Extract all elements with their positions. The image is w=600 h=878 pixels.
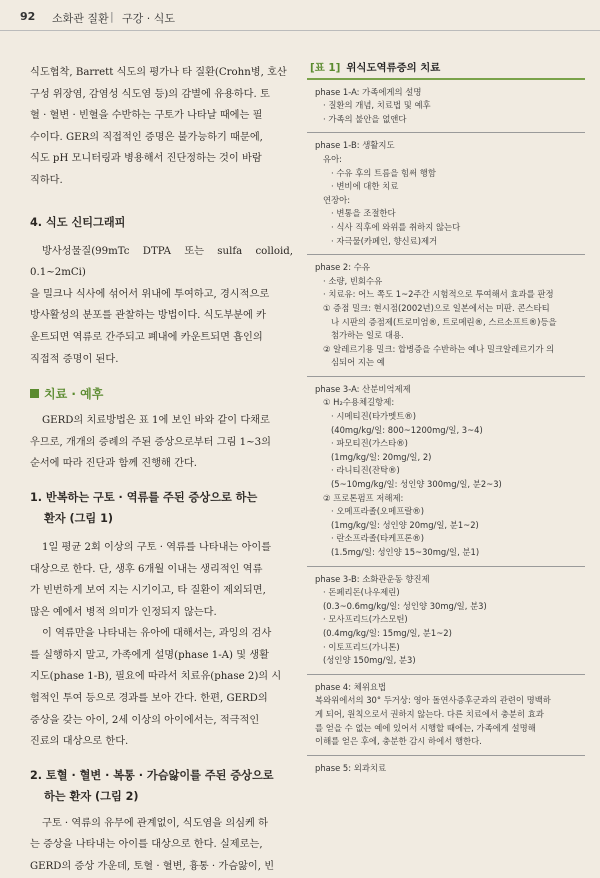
heading-scintigraphy: 4. 식도 신티그래피 — [30, 215, 126, 229]
text-line: 직접적 증명이 된다. — [30, 353, 119, 365]
chapter-title: 소화관 질환 — [52, 12, 109, 25]
text-line: 증상을 갖는 아이, 2세 이상의 아이에서는, 적극적인 — [30, 714, 260, 726]
table-item: ② 알레르기용 밀크: 합병증을 수반하는 예나 밀크알레르기가 의 — [323, 343, 555, 354]
text-line: 많은 예에서 병적 의미가 인정되지 않는다. — [30, 606, 217, 618]
table-item: 게 되어, 원칙으로서 권하지 않는다. 다른 치료에서 충분히 효과 — [315, 708, 544, 719]
vomiting-paragraph — [30, 537, 293, 753]
phase-1a — [307, 80, 585, 134]
section-heading-therapy — [30, 384, 293, 404]
text-line: 를 실행하지 말고, 가족에게 설명(phase 1-A) 및 생활 — [30, 649, 270, 661]
table-item: ① 증점 밀크: 현시점(2002년)으로 일본에서는 미판. 콘스타티 — [323, 302, 550, 313]
table-item: · 모사프리드(가스모틴) — [323, 614, 408, 625]
phase-label: phase 4: 체위요법 — [315, 681, 387, 692]
square-bullet-icon — [30, 389, 39, 398]
text-line: 는 증상을 나타내는 아이를 대상으로 한다. 실제로는, — [30, 839, 263, 851]
table-item: · 파모티진(가스타®) — [331, 438, 408, 449]
heading-hematemesis: 2. 토혈 · 혈변 · 복통 · 가슴앓이를 주된 증상으로 — [30, 768, 274, 782]
text-line: 혈 · 혈변 · 빈혈을 수반하는 구토가 나타날 때에는 필 — [30, 110, 263, 122]
text-line: 을 밀크나 식사에 섞어서 위내에 투여하고, 경시적으로 — [30, 288, 270, 300]
table-item: · 가족의 불안을 없앤다 — [323, 113, 407, 124]
intro-paragraph — [30, 62, 293, 192]
table-1 — [307, 62, 585, 780]
phase-label: phase 1-B: 생활지도 — [315, 140, 395, 151]
phase-label: phase 3-A: 산분비억제제 — [315, 383, 411, 394]
text-line: 이 역류만을 나타내는 유아에 대해서는, 과잉의 검사 — [42, 628, 272, 640]
left-column — [30, 62, 293, 878]
table-title-text: 위식도역류증의 치료 — [346, 62, 441, 74]
table-item: (40mg/kg/일: 800~1200mg/일, 3~4) — [331, 424, 483, 435]
section-heading-text: 치료 · 예후 — [44, 387, 104, 402]
table-item: · 란소프라졸(타케프론®) — [331, 533, 425, 544]
table-item: · 돈페리돈(나우제린) — [323, 587, 400, 598]
phase-label: phase 1-A: 가족에게의 설명 — [315, 86, 422, 97]
text-line: GERD의 증상 가운데, 토혈 · 혈변, 흉통 · 가슴앓이, 빈 — [30, 861, 275, 873]
table-label: [표 1] — [310, 62, 341, 74]
text-line: 방사활성의 분포를 관찰하는 방법이다. 식도부분에 카 — [30, 310, 266, 322]
phase-label: phase 3-B: 소화관운동 향진제 — [315, 573, 430, 584]
text-line: 운트되면 역류로 간주되고 폐내에 카운트되면 흡인의 — [30, 331, 263, 343]
text-line: 구성 위장염, 감염성 식도염 등)의 감별에 유용하다. 토 — [30, 88, 270, 100]
phase-3a — [307, 377, 585, 567]
table-item: · 소량, 빈회수유 — [323, 275, 383, 286]
table-item: · 치료유: 어느 쪽도 1~2주간 시험적으로 투여해서 효과를 판정 — [323, 289, 554, 300]
table-item: · 변비에 대한 치료 — [331, 181, 399, 192]
text-line: 방사성물질(99mTc DTPA 또는 sulfa colloid, 0.1~2mCi) — [30, 245, 293, 279]
text-line: 지도(phase 1-B), 필요에 따라서 치료유(phase 2)의 시 — [30, 671, 282, 683]
table-item: · 시메티진(타가멧트®) — [331, 411, 416, 422]
table-item: 복와위에서의 30° 두거상: 영아 돌연사증후군과의 관련이 명백하 — [315, 695, 551, 706]
table-item: (성인양 150mg/일, 분3) — [323, 655, 416, 666]
table-item: · 식사 직후에 와위를 취하지 않는다 — [331, 221, 461, 232]
header-rule — [0, 30, 600, 31]
text-line: 진료의 대상으로 한다. — [30, 736, 129, 748]
therapy-paragraph — [30, 410, 293, 475]
text-line: 수이다. GER의 직접적인 증명은 불가능하기 때문에, — [30, 131, 263, 143]
table-item: 이해를 얻은 후에, 충분한 감시 하에서 행한다. — [315, 736, 482, 747]
phase-3b — [307, 567, 585, 675]
heading-vomiting-cont: 환자 (그림 1) — [44, 511, 114, 525]
page-number: 92 — [20, 10, 36, 23]
table-item: 를 얻을 수 없는 예에 있어서 시행할 때에는, 가족에게 설명해 — [315, 722, 536, 733]
phase-label: phase 2: 수유 — [315, 262, 370, 273]
table-subheading: 유아: — [323, 153, 343, 164]
table-item: · 라니티진(잔탁®) — [331, 465, 400, 476]
table-item: (1mg/kg/일: 20mg/일, 2) — [331, 451, 432, 462]
phase-1b — [307, 133, 585, 255]
heading-hematemesis-cont: 하는 환자 (그림 2) — [44, 789, 139, 803]
text-line: 식도 pH 모니터링과 병용해서 진단정하는 것이 바람 — [30, 153, 262, 165]
table-item: (1.5mg/일: 성인양 15~30mg/일, 분1) — [331, 547, 480, 557]
table-item: 나 시판의 증점제(트로미엄®, 트로메린®, 스르소프트®)등을 — [331, 316, 557, 327]
scintigraphy-paragraph — [30, 241, 293, 371]
text-line: 험적인 투여 등으로 경과를 보아 간다. 한편, GERD의 — [30, 693, 268, 705]
table-item: · 질환의 개념, 치료법 및 예후 — [323, 100, 431, 111]
table-item: 심되어 지는 예 — [331, 357, 385, 368]
table-item: (0.3~0.6mg/kg/일: 성인양 30mg/일, 분3) — [323, 600, 487, 611]
text-line: 우므로, 개개의 증례의 주된 증상으로부터 그림 1~3의 — [30, 436, 271, 448]
table-subheading: 연장아: — [323, 194, 351, 205]
text-line: 가 빈번하게 보여 지는 시기이고, 타 질환이 제외되면, — [30, 585, 266, 597]
table-item: (1mg/kg/일: 성인양 20mg/일, 분1~2) — [331, 519, 479, 530]
text-line: 직하다. — [30, 174, 63, 186]
text-line: 1일 평균 2회 이상의 구토 · 역류를 나타내는 아이를 — [42, 541, 272, 553]
table-title — [307, 62, 585, 80]
phase-2 — [307, 255, 585, 377]
table-item: · 자극물(카페인, 향신료)제거 — [331, 235, 438, 246]
table-item: (0.4mg/kg/일: 15mg/일, 분1~2) — [323, 627, 452, 638]
text-line: 구토 · 역류의 유무에 관계없이, 식도염을 의심케 하 — [42, 817, 268, 829]
table-item: ① H₂수용체길항제: — [323, 397, 395, 408]
section-title: 구강 · 식도 — [122, 12, 175, 25]
text-line: 순서에 따라 진단과 함께 진행해 간다. — [30, 458, 198, 470]
text-line: 식도협착, Barrett 식도의 평가나 타 질환(Crohn병, 호산 — [30, 67, 287, 78]
hematemesis-paragraph — [30, 813, 293, 878]
heading-vomiting: 1. 반복하는 구토 · 역류를 주된 증상으로 하는 — [30, 490, 258, 504]
text-line: 대상으로 한다. 단, 생후 6개월 이내는 생리적인 역류 — [30, 563, 263, 575]
page-header — [0, 0, 600, 30]
text-line: GERD의 치료방법은 표 1에 보인 바와 같이 다채로 — [42, 415, 270, 427]
phase-5 — [307, 756, 585, 782]
header-divider: | — [110, 10, 114, 23]
table-item: 첨가하는 일로 대용. — [331, 330, 404, 341]
table-item: ② 프로톤펌프 저해제: — [323, 492, 404, 503]
table-item: · 오메프라졸(오메프랄®) — [331, 506, 425, 517]
table-item: · 이토프리드(가니톤) — [323, 641, 400, 652]
phase-4 — [307, 675, 585, 756]
table-item: (5~10mg/kg/일: 성인양 300mg/일, 분2~3) — [331, 479, 502, 490]
table-item: · 수유 후의 트름을 힘써 행함 — [331, 167, 436, 178]
table-item: · 변통을 조절한다 — [331, 208, 396, 219]
phase-label: phase 5: 외과치료 — [315, 762, 387, 773]
